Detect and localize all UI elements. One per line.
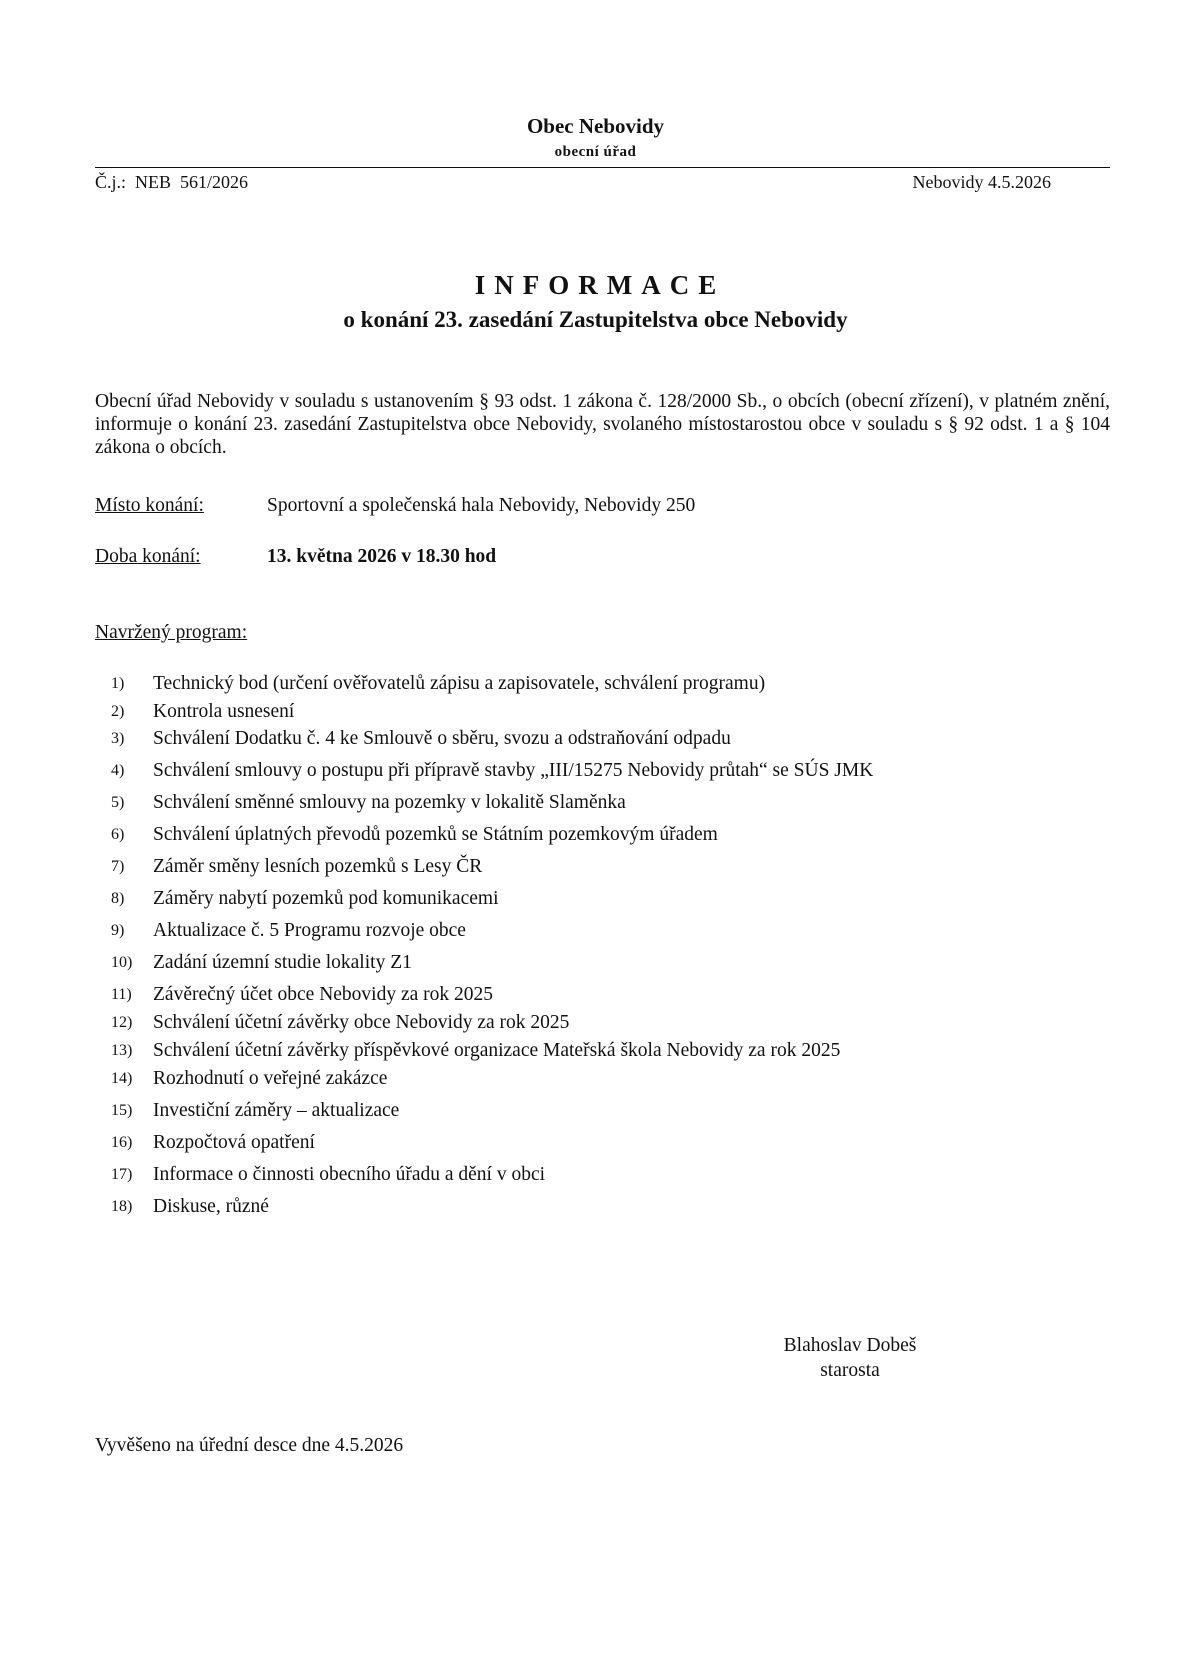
program-item-text: Schválení účetní závěrky obce Nebovidy za rok 2025 [153, 1012, 570, 1033]
meeting-time-label: Doba konání: [95, 546, 201, 567]
program-item-text: Závěrečný účet obce Nebovidy za rok 2025 [153, 984, 494, 1005]
program-item-number: 10) [111, 954, 133, 971]
program-item-text: Schválení směnné smlouvy na pozemky v lokalitě Slaměnka [153, 792, 626, 813]
program-item-text: Kontrola usnesení [153, 701, 295, 722]
program-item-number: 8) [111, 890, 125, 907]
intro-paragraph: Obecní úřad Nebovidy v souladu s ustanovením § 93 odst. 1 zákona č. 128/2000 Sb., o obcích (obecní zřízení), v platném znění, informuje o konání 23. zasedání Zastupitelstva obce Nebovidy, svolaného místostarostou obce v souladu s § 92 odst. 1 a § 104 zákona o obcích. [95, 391, 1110, 458]
program-item-number: 2) [111, 703, 125, 720]
program-item-number: 17) [111, 1166, 133, 1183]
program-item-number: 16) [111, 1134, 133, 1151]
program-item-text: Zadání územní studie lokality Z1 [153, 952, 412, 973]
reference-number: Č.j.: NEB 561/2026 [95, 172, 249, 192]
meeting-time-value: 13. května 2026 v 18.30 hod [267, 546, 497, 567]
document-title: INFORMACE [474, 270, 726, 300]
signatory-role: starosta [820, 1360, 880, 1381]
program-item-text: Záměr směny lesních pozemků s Lesy ČR [153, 856, 483, 877]
program-item-text: Schválení smlouvy o postupu při přípravě stavby „III/15275 Nebovidy průtah“ se SÚS JMK [153, 760, 874, 781]
program-item-text: Diskuse, různé [153, 1196, 269, 1217]
program-item-number: 6) [111, 826, 125, 843]
program-item-text: Schválení Dodatku č. 4 ke Smlouvě o sběru, svozu a odstraňování odpadu [153, 728, 731, 749]
meeting-place-label: Místo konání: [95, 495, 204, 516]
program-item-number: 18) [111, 1198, 133, 1215]
program-item-text: Investiční záměry – aktualizace [153, 1100, 400, 1121]
program-item-text: Rozpočtová opatření [153, 1132, 315, 1153]
meeting-place-value: Sportovní a společenská hala Nebovidy, Nebovidy 250 [267, 495, 696, 516]
office-subtitle: obecní úřad [554, 144, 637, 160]
posted-notice: Vyvěšeno na úřední desce dne 4.5.2026 [95, 1435, 404, 1456]
program-item-text: Záměry nabytí pozemků pod komunikacemi [153, 888, 499, 909]
program-item-text: Informace o činnosti obecního úřadu a dění v obci [153, 1164, 546, 1185]
header-divider [95, 167, 1110, 168]
program-item-text: Schválení účetní závěrky příspěvkové organizace Mateřská škola Nebovidy za rok 2025 [153, 1040, 841, 1061]
program-item-number: 1) [111, 675, 125, 692]
program-heading: Navržený program: [95, 622, 248, 643]
office-name: Obec Nebovidy [526, 114, 665, 138]
place-date: Nebovidy 4.5.2026 [912, 172, 1051, 192]
program-item-number: 7) [111, 858, 125, 875]
program-item-number: 13) [111, 1042, 133, 1059]
program-item-number: 5) [111, 794, 125, 811]
document-subtitle: o konání 23. zasedání Zastupitelstva obce Nebovidy [343, 307, 848, 332]
program-item-number: 3) [111, 730, 125, 747]
program-item-number: 12) [111, 1014, 133, 1031]
program-item-text: Rozhodnutí o veřejné zakázce [153, 1068, 388, 1089]
program-item-number: 14) [111, 1070, 133, 1087]
program-item-text: Schválení úplatných převodů pozemků se Státním pozemkovým úřadem [153, 824, 718, 845]
program-item-number: 9) [111, 922, 125, 939]
program-item-text: Aktualizace č. 5 Programu rozvoje obce [153, 920, 466, 941]
program-item-number: 15) [111, 1102, 133, 1119]
program-item-number: 4) [111, 762, 125, 779]
program-item-text: Technický bod (určení ověřovatelů zápisu a zapisovatele, schválení programu) [153, 673, 766, 694]
program-item-number: 11) [111, 986, 132, 1003]
signatory-name: Blahoslav Dobeš [783, 1335, 917, 1356]
